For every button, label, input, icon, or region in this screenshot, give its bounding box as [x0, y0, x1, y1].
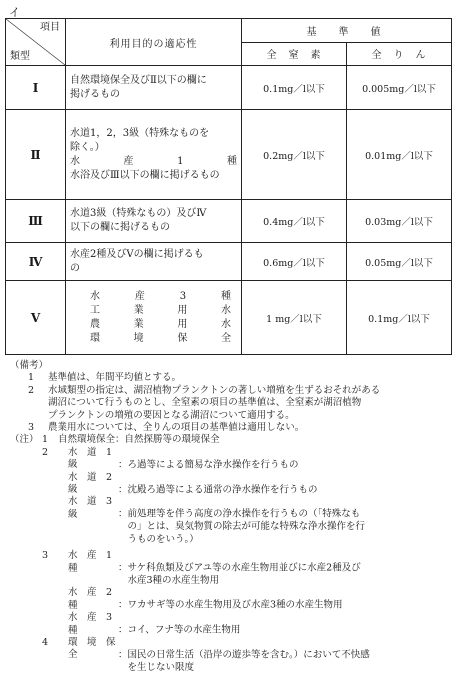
note-kind: 水 産 3 種 [68, 612, 122, 636]
remark-line: プランクトンの増殖の要因となる湖沼について適用する。 [48, 409, 295, 421]
use-line: 水道1，2，3級（特殊なものを [70, 127, 210, 139]
phosphorus-value: 0.03mg／l以下 [347, 200, 452, 243]
remark-number: 2 [28, 384, 35, 396]
remark-line: 農業用水については、全りんの項目の基準値は適用しない。 [48, 422, 305, 434]
notes-section [10, 360, 446, 674]
nitrogen-value: 0.4mg／l以下 [242, 200, 347, 243]
table-row [6, 243, 452, 281]
remark-number: 1 [28, 372, 35, 384]
note-kind: 水 道 1 級 [68, 446, 122, 471]
use-word: 1 [177, 155, 184, 167]
corner-type-label: 類型 [10, 51, 30, 62]
use-word: 保 [177, 332, 188, 344]
use-word: 業 [133, 304, 144, 316]
use-line: 除く。） [70, 141, 105, 153]
use-cell [66, 243, 242, 281]
note-entry [10, 550, 446, 575]
use-word: 業 [133, 318, 144, 330]
phosphorus-value: 0.05mg／l以下 [347, 243, 452, 281]
use-word: 農 [90, 318, 100, 330]
use-line [90, 318, 231, 332]
remark-item [10, 372, 446, 384]
type-cell: Ⅴ [6, 281, 66, 355]
phosphorus-value: 0.1mg／l以下 [347, 281, 452, 355]
use-word: 3 [179, 290, 187, 302]
use-line: 自然環境保全及びⅡ以下の欄に [70, 74, 207, 86]
type-cell: Ⅱ [6, 110, 66, 200]
use-line: 掲げるもの [70, 88, 120, 100]
note-kind: 水 産 1 種 [68, 550, 122, 574]
use-cell [66, 200, 242, 243]
section-label: イ [9, 6, 20, 19]
note-line: うものをいう。） [118, 533, 199, 545]
note-number: 4 [42, 636, 49, 648]
note-entry [10, 496, 446, 521]
note-item [10, 447, 446, 546]
use-line [90, 290, 231, 304]
use-word: 工 [90, 304, 100, 316]
use-word: 水 [220, 304, 231, 316]
note-line: 自然環境保全：自然探勝等の環境保全 [58, 434, 220, 446]
note-line: の」とは、臭気物質の除去が可能な特殊な浄水操作を行 [118, 521, 366, 533]
note-number: 3 [42, 550, 49, 562]
note-item [10, 550, 446, 637]
note-kind: 環 境 保 全 [68, 636, 126, 661]
note-entry [10, 637, 446, 662]
note-line: ：沈殿ろ過等による通常の浄水操作を行うもの [118, 484, 318, 496]
use-word: 全 [220, 332, 231, 344]
table-row [6, 200, 452, 243]
use-line: 水道3級（特殊なもの）及びⅣ [70, 208, 207, 219]
note-line: ：前処理等を伴う高度の浄水操作を行うもの（「特殊なも [118, 508, 361, 520]
use-cell [66, 66, 242, 110]
note-line: ：サケ科魚類及びアユ等の水産生物用並びに水産2種及び [118, 562, 361, 574]
standards-table [5, 18, 452, 355]
phosphorus-value: 0.005mg／l以下 [347, 66, 452, 110]
use-word: 水 [70, 155, 80, 167]
use-line: の [70, 262, 80, 274]
use-line [70, 155, 237, 169]
note-line: ：ワカサギ等の水産生物用及び水産3種の水産生物用 [118, 599, 343, 611]
use-word: 産 [134, 290, 145, 302]
use-cell [66, 281, 242, 355]
remarks-heading: （備考） [10, 360, 49, 371]
note-line: ：国民の日常生活（沿岸の遊歩等を含む。）において不快感 [118, 649, 370, 661]
note-entry [10, 472, 446, 497]
nitrogen-value: 0.6mg／l以下 [242, 243, 347, 281]
phosphorus-value: 0.01mg／l以下 [347, 110, 452, 200]
use-word: 産 [123, 155, 134, 167]
use-word: 境 [133, 332, 144, 344]
note-kind: 水 産 2 種 [68, 587, 122, 611]
note-line: を生じない限度 [118, 661, 195, 673]
corner-item-label: 項目 [40, 22, 60, 33]
use-line [90, 332, 231, 346]
use-line: 水産2種及びⅤの欄に掲げるも [70, 248, 204, 260]
note-number: 2 [42, 446, 49, 458]
note-kind: 水 道 3 級 [68, 496, 122, 520]
remark-number: 3 [28, 422, 35, 434]
remark-line: 湖沼について行うものとし、全窒素の項目の基準値は、全窒素が湖沼植物 [48, 397, 362, 409]
use-line: 水浴及びⅢ以下の欄に掲げるもの [70, 169, 220, 181]
table-row [6, 66, 452, 110]
use-word: 環 [90, 332, 100, 344]
note-entry [10, 587, 446, 612]
remark-line: 基準値は、年間平均値とする。 [48, 372, 182, 384]
nitrogen-value: 1 mg／l以下 [242, 281, 347, 355]
note-item [10, 434, 446, 446]
note-entry [10, 612, 446, 637]
remark-item [10, 385, 446, 422]
note-kind: 水 道 2 級 [68, 471, 122, 496]
type-cell: Ⅳ [6, 243, 66, 281]
nitrogen-value: 0.2mg／l以下 [242, 110, 347, 200]
header-total-nitrogen: 全 窒 素 [242, 42, 347, 66]
use-word: 用 [177, 318, 188, 330]
header-use: 利用目的の適応性 [66, 19, 242, 66]
note-entry [10, 447, 446, 472]
type-cell: Ⅲ [6, 200, 66, 243]
note-line: ：ろ過等による簡易な浄水操作を行うもの [118, 459, 299, 471]
remark-item [10, 422, 446, 434]
use-line [90, 304, 231, 318]
use-line: 以下の欄に掲げるもの [70, 222, 170, 233]
note-line: 水産3種の水産生物用 [118, 574, 220, 586]
note-number: 1 [42, 434, 49, 446]
use-word: 用 [177, 304, 188, 316]
use-cell [66, 110, 242, 200]
table-header-row [6, 19, 452, 43]
use-word: 水 [90, 290, 100, 302]
header-standard: 基 準 値 [242, 19, 452, 43]
type-cell: Ⅰ [6, 66, 66, 110]
table-row [6, 110, 452, 200]
use-word: 水 [220, 318, 231, 330]
table-row [6, 281, 452, 355]
note-line: ：コイ、フナ等の水産生物用 [118, 624, 241, 636]
remark-line: 水域類型の指定は、湖沼植物プランクトンの著しい増殖を生ずるおそれがある [48, 384, 381, 396]
nitrogen-value: 0.1mg／l以下 [242, 66, 347, 110]
note-item [10, 637, 446, 674]
use-word: 種 [221, 290, 231, 302]
corner-cell [6, 19, 66, 66]
use-word: 種 [226, 155, 237, 167]
notes-heading: （注） [10, 434, 39, 446]
header-total-phosphorus: 全 り ん [347, 42, 452, 66]
